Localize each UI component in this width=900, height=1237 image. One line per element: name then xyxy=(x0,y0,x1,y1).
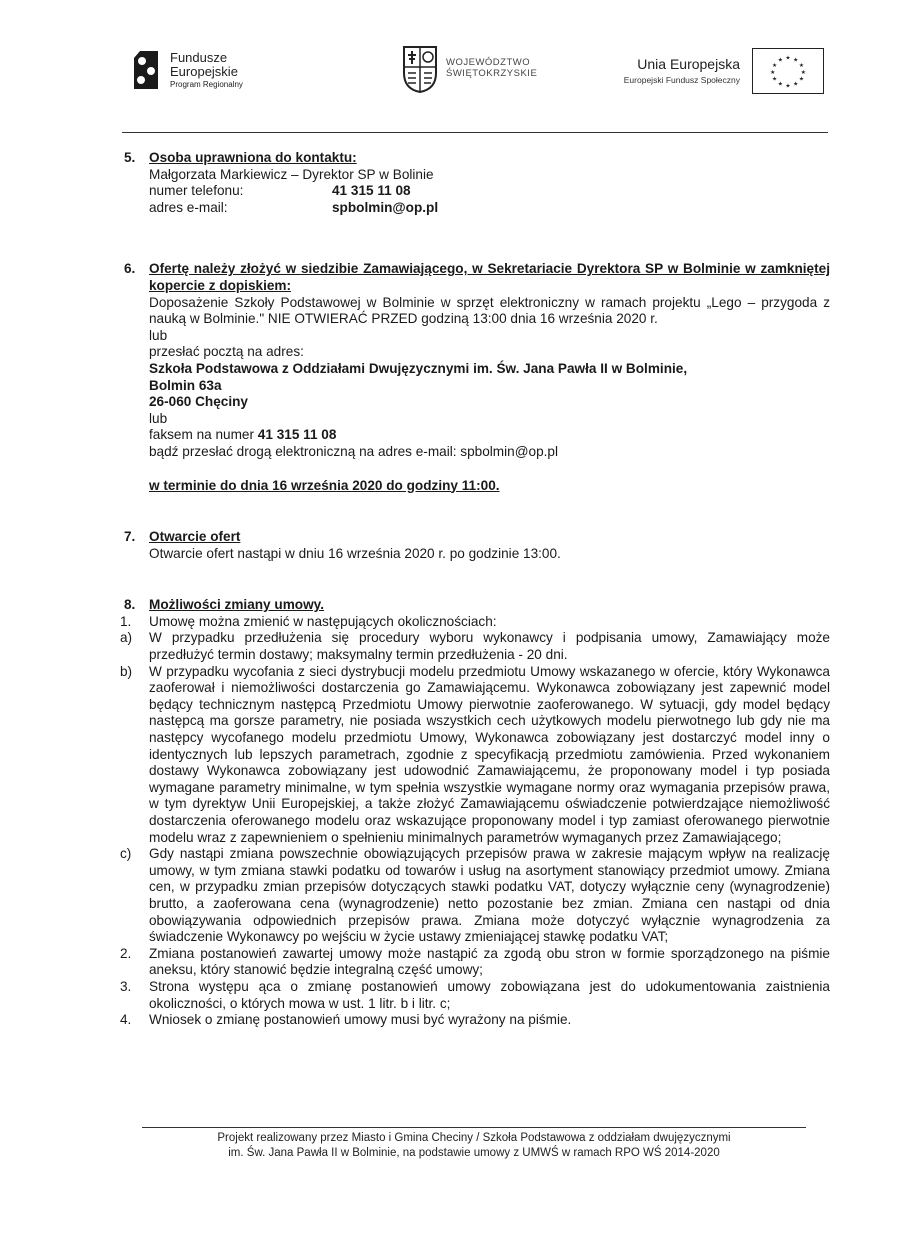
ue-title: Unia Europejska xyxy=(637,56,740,72)
item-text: Umowę można zmienić w następujących okolicznościach: xyxy=(149,613,497,629)
amendment-list xyxy=(120,614,830,1029)
mail-intro: przesłać pocztą na adres: xyxy=(149,344,304,360)
address-line-2: Bolmin 63a xyxy=(149,377,222,393)
svg-text:★: ★ xyxy=(798,76,804,83)
address-line-1: Szkoła Podstawowa z Oddziałami Dwujęzycznymi im. Św. Jana Pawła II w Bolminie, xyxy=(149,360,688,376)
ws-line2: ŚWIĘTOKRZYSKIE xyxy=(446,68,538,79)
fe-line2: Europejskie xyxy=(170,64,238,79)
fax-prefix: faksem na numer xyxy=(149,427,258,443)
section-8 xyxy=(120,597,830,614)
fundusze-europejskie-icon xyxy=(130,49,162,91)
item-marker: c) xyxy=(120,846,132,862)
section-title: Otwarcie ofert xyxy=(149,529,241,545)
email-value: spbolmin@op.pl xyxy=(332,199,439,215)
section-title: Ofertę należy złożyć w siedzibie Zamawiającego, w Sekretariacie Dyrektora SP w Bolminie w zamkniętej kopercie z dopiskiem: xyxy=(149,261,830,293)
ws-line1: WOJEWÓDZTWO xyxy=(446,57,531,68)
item-marker: b) xyxy=(120,663,133,679)
section-number: 7. xyxy=(124,529,136,545)
svg-text:★: ★ xyxy=(777,57,783,64)
footer-line-2: im. Św. Jana Pawła II w Bolminie, na podstawie umowy z UMWŚ w ramach RPO WŚ 2014-2020 xyxy=(228,1147,720,1159)
svg-text:★: ★ xyxy=(770,69,776,76)
deadline-text: w terminie do dnia 16 września 2020 do godziny 11:00. xyxy=(149,477,500,493)
svg-text:★: ★ xyxy=(800,69,806,76)
fax-line xyxy=(149,427,830,444)
item-marker: 2. xyxy=(120,945,132,961)
or-text: lub xyxy=(149,410,168,426)
section-number: 5. xyxy=(124,150,136,165)
svg-text:★: ★ xyxy=(772,63,778,70)
list-item xyxy=(120,979,830,1012)
footer-divider xyxy=(142,1127,806,1128)
svg-text:★: ★ xyxy=(793,57,799,64)
ue-subtitle: Europejski Fundusz Społeczny xyxy=(623,75,740,85)
svg-text:★: ★ xyxy=(798,63,804,70)
list-item xyxy=(120,946,830,979)
item-marker: 4. xyxy=(120,1012,132,1028)
section-5 xyxy=(120,150,830,216)
phone-row xyxy=(149,183,830,200)
section-number: 6. xyxy=(124,261,136,277)
item-text: W przypadku wycofania z sieci dystrybucji modelu przedmiotu Umowy wskazanego w ofercie, który Wykonawca zaoferował i niemożliwości dostarczenia go Zamawiającemu. Wykonawca zobowiązany jest zapewnić model będący technicznym następcą Przedmiotu Umowy pierwotnie zaoferowanego. W sytuacji, gdy model będący następcą ma gorsze parametry, nie posiada wszystkich cech użytkowych modelu pierwotnego lub gdy nie ma następcy wycofanego modelu przedmiotu Umowy, Wykonawca zobowiązany jest dostarczyć model inny o identycznych lub lepszych parametrach, zgodnie z specyfikacją przedmiotu zamówienia. Przed wykonaniem dostawy Wykonawca zobowiązany jest udowodnić Zamawiającemu, że proponowany model i typ posiada wymagane parametry minimalne, w tym spełnia wszystkie wymagane normy oraz wymagania przepisów prawa, w tym dyrektyw Unii Europejskiej, a także złożyć Zamawiającemu oświadczenie potwierdzające niemożliwość dostarczenia oferowanego modelu oraz wskazujące proponowany model i typ zamiast oferowanego pierwotnie modelu wraz z zapewnieniem o spełnieniu minimalnych parametrów wymaganych przez Zamawiającego; xyxy=(149,663,830,845)
item-text: Strona występu ąca o zmianę postanowień umowy zobowiązana jest do udokumentowania zaistnienia okoliczności, o których mowa w ust. 1 litr. b i litr. c; xyxy=(149,978,830,1011)
opening-text: Otwarcie ofert nastąpi w dniu 16 września 2020 r. po godzinie 13:00. xyxy=(149,545,561,561)
svg-text:★: ★ xyxy=(785,83,791,90)
phone-value: 41 315 11 08 xyxy=(332,183,411,199)
fax-value: 41 315 11 08 xyxy=(257,427,337,443)
offer-label-text: Doposażenie Szkoły Podstawowej w Bolminie w sprzęt elektroniczny w ramach projektu „Lego – przygoda z nauką w Bolminie." NIE OTWIERAĆ PRZED godziną 13:00 dnia 16 września 2020 r. xyxy=(149,294,830,327)
section-title: Osoba uprawniona do kontaktu: xyxy=(149,150,357,165)
section-title: Możliwości zmiany umowy. xyxy=(149,597,324,613)
list-item xyxy=(120,664,830,847)
svg-text:★: ★ xyxy=(777,81,783,88)
address-line-3: 26-060 Chęciny xyxy=(149,394,248,410)
list-item xyxy=(120,630,830,663)
fe-line3: Program Regionalny xyxy=(170,80,243,89)
wojewodztwo-logo xyxy=(402,45,562,100)
header-logos xyxy=(120,40,830,110)
or-text: lub xyxy=(149,327,168,343)
eu-flag-icon xyxy=(752,48,824,94)
svg-text:★: ★ xyxy=(785,55,791,62)
item-text: Zmiana postanowień zawartej umowy może nastąpić za zgodą obu stron w formie sporządzonego na piśmie aneksu, który stanowić będzie integralną część umowy; xyxy=(149,945,830,978)
header-divider xyxy=(122,132,828,133)
svg-text:★: ★ xyxy=(793,81,799,88)
item-text: Wniosek o zmianę postanowień umowy musi być wyrażony na piśmie. xyxy=(149,1012,572,1028)
item-marker: a) xyxy=(120,630,133,646)
fe-line1: Fundusze xyxy=(170,50,228,65)
svg-text:★: ★ xyxy=(772,76,778,83)
section-number: 8. xyxy=(124,597,136,613)
list-item xyxy=(120,614,830,631)
unia-europejska-logo xyxy=(590,48,830,98)
footer-line-1: Projekt realizowany przez Miasto i Gmina Checiny / Szkoła Podstawowa z oddziałam dwujęzycznymi xyxy=(217,1132,731,1144)
document-body xyxy=(120,150,830,1029)
contact-person: Małgorzata Markiewicz – Dyrektor SP w Bolinie xyxy=(149,166,434,182)
item-marker: 1. xyxy=(120,613,132,629)
list-item xyxy=(120,1012,830,1029)
item-text: W przypadku przedłużenia się procedury wyboru wykonawcy i podpisania umowy, Zamawiający może przedłużyć termin dostawy; maksymalny termin przedłużenia - 20 dni. xyxy=(149,630,830,663)
email-delivery-text: bądź przesłać drogą elektroniczną na adres e-mail: spbolmin@op.pl xyxy=(149,443,558,459)
footer xyxy=(142,1131,806,1161)
phone-label: numer telefonu: xyxy=(149,183,244,199)
crest-icon xyxy=(402,45,438,93)
list-item xyxy=(120,846,830,946)
section-7 xyxy=(120,529,830,562)
fundusze-europejskie-logo xyxy=(130,45,270,100)
email-row xyxy=(149,200,830,217)
item-text: Gdy nastąpi zmiana powszechnie obowiązujących przepisów prawa w zakresie mającym wpływ na realizację umowy, w tym zmiana stawki podatku od towarów i usług na asortyment stanowiący przedmiot umowy. Zmiana cen, w przypadku zmian przepisów dotyczących stawki podatku VAT, dotyczy wyłącznie ceny (wynagrodzenie) brutto, a zaoferowana cena (wynagrodzenie) netto pozostanie bez zmian. Zmiana cen nastąpi od dnia obowiązywania odpowiednich przepisów prawa. Zmiana może dotyczyć wyłącznie wynagrodzenia za świadczenie Wykonawcy po wejściu w życie ustawy zmieniającej stawkę podatku VAT; xyxy=(149,846,830,945)
section-6 xyxy=(120,261,830,494)
item-marker: 3. xyxy=(120,978,132,994)
email-label: adres e-mail: xyxy=(149,199,228,215)
